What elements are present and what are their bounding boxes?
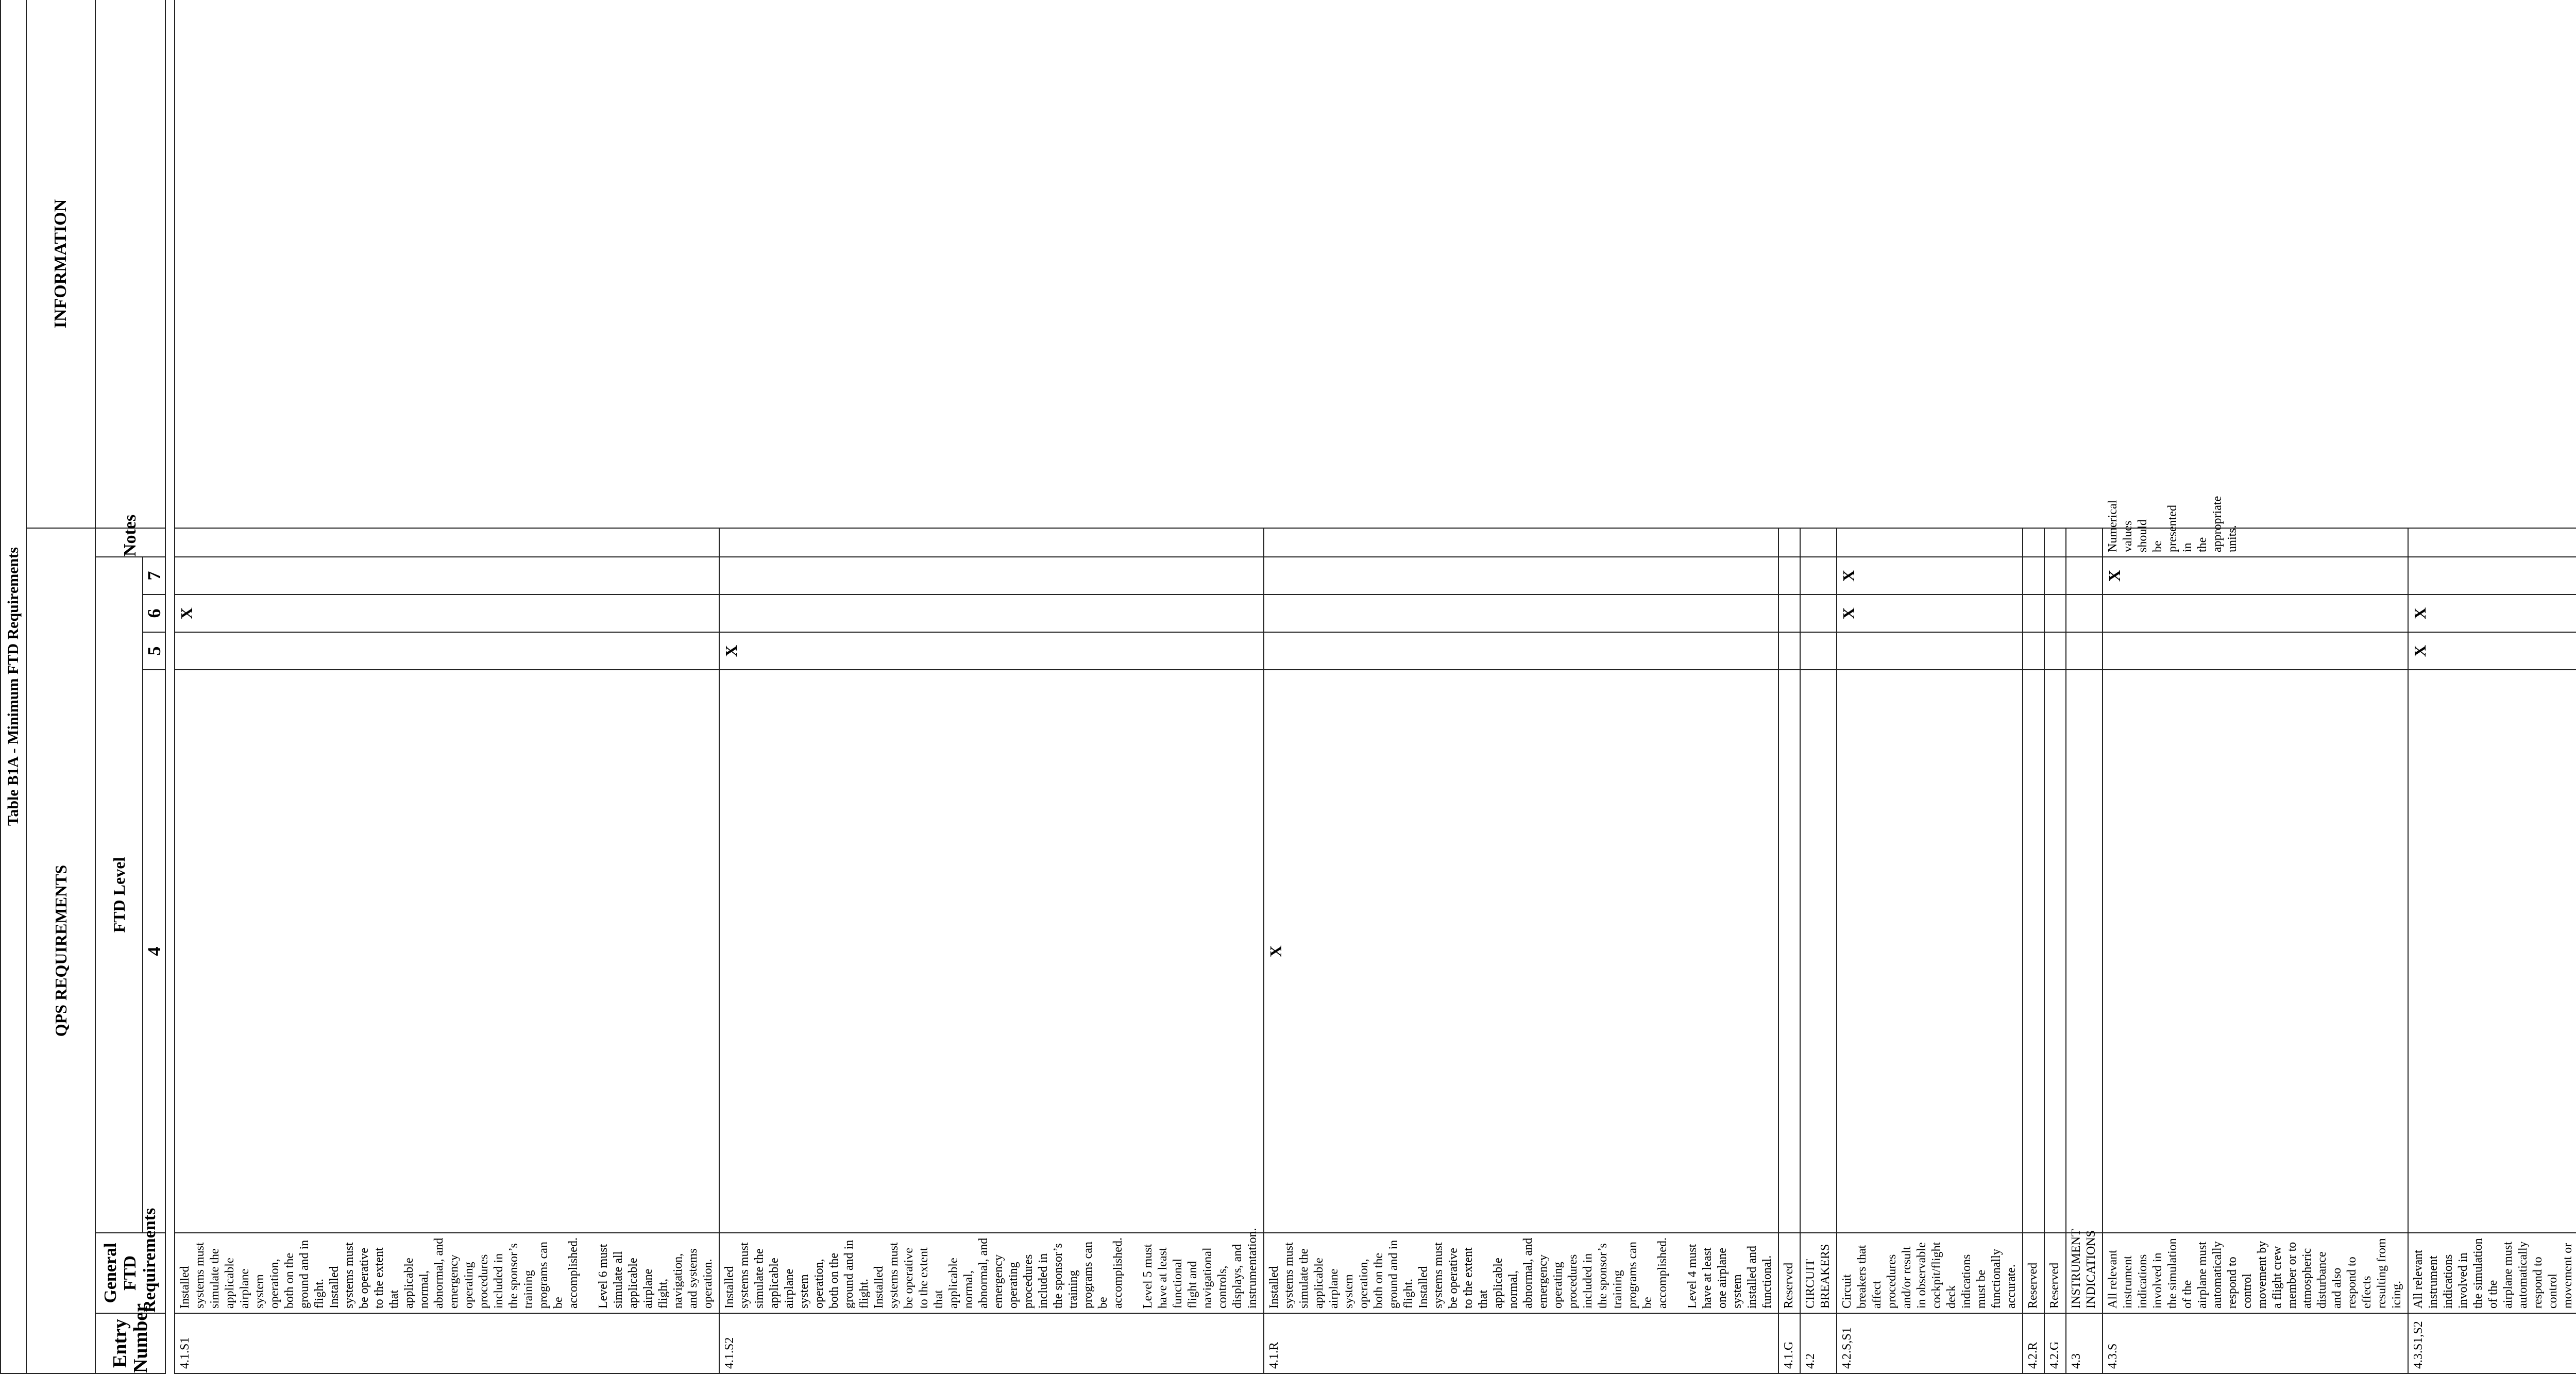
level-6-mark (719, 595, 1264, 632)
level-5-mark (1778, 632, 1800, 670)
level-7-mark (175, 557, 719, 595)
notes-cell (719, 528, 1264, 557)
notes-cell (175, 528, 719, 557)
level-6-mark (2103, 595, 2408, 632)
table-row (1264, 0, 1778, 1373)
table-row (1778, 0, 1800, 1373)
requirement-text: Reserved (2048, 1262, 2061, 1309)
entry-number-cell: 4.2.R (2023, 1313, 2044, 1373)
requirement-cell (2023, 1233, 2044, 1313)
notes-cell (2408, 528, 2576, 557)
entry-number-header: Entry Number (95, 1313, 165, 1373)
level-4-mark (1800, 670, 1837, 1233)
level-7-mark (2044, 557, 2066, 595)
level-7-mark (1778, 557, 1800, 595)
level-6-mark (2044, 595, 2066, 632)
table-body (175, 0, 2576, 1373)
level-5-mark (2044, 632, 2066, 670)
notes-cell (1264, 528, 1778, 557)
requirement-cell (2408, 1233, 2576, 1313)
level-6-mark (2023, 595, 2044, 632)
level-7-header: 7 (143, 557, 165, 595)
level-5-header: 5 (143, 632, 165, 670)
level-4-mark (175, 670, 719, 1233)
entry-number-cell: 4.2.S,S1 (1837, 1313, 2023, 1373)
ftd-level-header: FTD Level (95, 557, 143, 1233)
requirement-cell (2066, 1229, 2103, 1313)
level-7-mark (2023, 557, 2044, 595)
level-5-mark (2103, 632, 2408, 670)
notes-cell (1837, 528, 2023, 557)
level-6-mark (1778, 595, 1800, 632)
requirement-text: Reserved (2026, 1262, 2040, 1309)
level-6-mark: X (2408, 595, 2576, 632)
notes-cell (2044, 528, 2066, 557)
table-row (1800, 0, 1837, 1373)
level-4-mark (2044, 670, 2066, 1233)
level-6-mark: X (1837, 595, 2023, 632)
entry-number-cell: 4.1.G (1778, 1313, 1800, 1373)
entry-number-cell: 4.2 (1800, 1313, 1837, 1373)
level-7-mark (1264, 557, 1778, 595)
requirement-text: Level 5 must have at least functional flight and navigational controls, displays, and instrumentation. (1141, 1228, 1259, 1309)
level-4-mark (2023, 670, 2044, 1233)
level-7-mark: X (2103, 557, 2408, 595)
entry-number-cell: 4.1.S2 (719, 1313, 1264, 1373)
level-7-mark (2066, 557, 2103, 595)
requirement-text: CIRCUIT BREAKERS (1804, 1244, 1832, 1309)
notes-cell (2023, 528, 2044, 557)
requirement-text: Level 4 must have at least one airplane system installed and functional. (1686, 1244, 1774, 1309)
level-7-mark (719, 557, 1264, 595)
level-5-mark (1800, 632, 1837, 670)
level-6-mark (2066, 595, 2103, 632)
table-row (2044, 0, 2066, 1373)
requirement-cell (719, 1228, 1264, 1313)
level-5-mark (1837, 632, 2023, 670)
level-6-mark (1800, 595, 1837, 632)
requirement-text: Installed systems must simulate the applicable airplane system operation, both on the ground and in flight. Installed systems must be operative to the extent that applicable normal, abnormal, and emergency operating procedures included in the sponsor’s training programs can be accomplished. (723, 1237, 1125, 1309)
level-6-mark (1264, 595, 1778, 632)
table-row (2066, 0, 2103, 1373)
qps-requirements-header: QPS REQUIREMENTS (26, 528, 95, 1373)
level-4-header: 4 (143, 670, 165, 1233)
level-4-mark (1837, 670, 2023, 1233)
information-header: INFORMATION (26, 0, 95, 528)
requirement-text: Installed systems must simulate the applicable airplane system operation, both on the ground and in flight. Installed systems must be operative to the extent that applicable normal, abnormal, and emergency operating procedures included in the sponsor’s training programs can be accomplished. (1267, 1237, 1669, 1309)
level-5-mark (175, 632, 719, 670)
requirement-text: Installed systems must simulate the applicable airplane system operation, both on the ground and in flight. Installed systems must be operative to the extent that applicable normal, abnormal, and emergency operating procedures included in the sponsor’s training programs can be accomplished. (178, 1237, 580, 1309)
level-4-mark (2103, 670, 2408, 1233)
header-spacer (165, 0, 175, 1373)
level-5-mark (2023, 632, 2044, 670)
entry-number-cell: 4.3.S1,S2 (2408, 1313, 2576, 1373)
requirement-text: INSTRUMENT INDICATIONS (2070, 1229, 2098, 1309)
table-row (719, 0, 1264, 1373)
entry-number-cell: 4.1.R (1264, 1313, 1778, 1373)
level-4-mark (2066, 670, 2103, 1233)
requirement-cell (2103, 1233, 2408, 1313)
entry-number-cell: 4.3.S (2103, 1313, 2408, 1373)
entry-number-cell: 4.2.G (2044, 1313, 2066, 1373)
level-4-mark: X (1264, 670, 1778, 1233)
level-7-mark (2408, 557, 2576, 595)
table-row (2023, 0, 2044, 1373)
requirement-cell (2044, 1233, 2066, 1313)
table-title: Table B1A - Minimum FTD Requirements (1, 0, 26, 1373)
level-4-mark (2408, 670, 2576, 1233)
requirement-text: All relevant instrument indications involved in the simulation of the airplane must automatically respond to control movement by a flight crew member or to atmospheric disturbance and also respond to effects resulting from icing. (2106, 1238, 2403, 1309)
level-6-header: 6 (143, 595, 165, 632)
level-5-mark (2066, 632, 2103, 670)
level-5-mark (1264, 632, 1778, 670)
notes-cell (2066, 528, 2103, 557)
notes-header: Notes (95, 528, 165, 557)
requirement-text: Reserved (1782, 1262, 1795, 1309)
notes-cell: Numerical values should be presented in the appropriate units. (2103, 528, 2408, 557)
requirement-text: Circuit breakers that affect procedures and/or result in observable cockpit/flight deck indications must be functionally accurate. (1840, 1242, 2018, 1309)
table-row (2408, 0, 2576, 1373)
table-row (2103, 0, 2408, 1373)
level-4-mark (1778, 670, 1800, 1233)
general-ftd-requirements-header: General FTD Requirements (95, 1233, 165, 1313)
level-5-mark: X (2408, 632, 2576, 670)
level-5-mark: X (719, 632, 1264, 670)
entry-number-cell: 4.1.S1 (175, 1313, 719, 1373)
entry-number-cell: 4.3 (2066, 1313, 2103, 1373)
level-6-mark: X (175, 595, 719, 632)
level-7-mark: X (1837, 557, 2023, 595)
requirement-cell (175, 1233, 719, 1313)
requirement-text: Level 6 must simulate all applicable airplane flight, navigation, and systems operation. (597, 1244, 715, 1309)
table-row (175, 0, 719, 1373)
requirement-cell (1778, 1233, 1800, 1313)
requirement-cell (1837, 1233, 2023, 1313)
notes-cell (1800, 528, 1837, 557)
requirement-text: All relevant instrument indications involved in the simulation of the airplane must automatically respond to control movement or (2412, 1238, 2574, 1309)
requirement-cell (1800, 1233, 1837, 1313)
requirement-cell (1264, 1233, 1778, 1313)
notes-cell (1778, 528, 1800, 557)
level-7-mark (1800, 557, 1837, 595)
table-row (1837, 0, 2023, 1373)
level-4-mark (719, 670, 1264, 1233)
